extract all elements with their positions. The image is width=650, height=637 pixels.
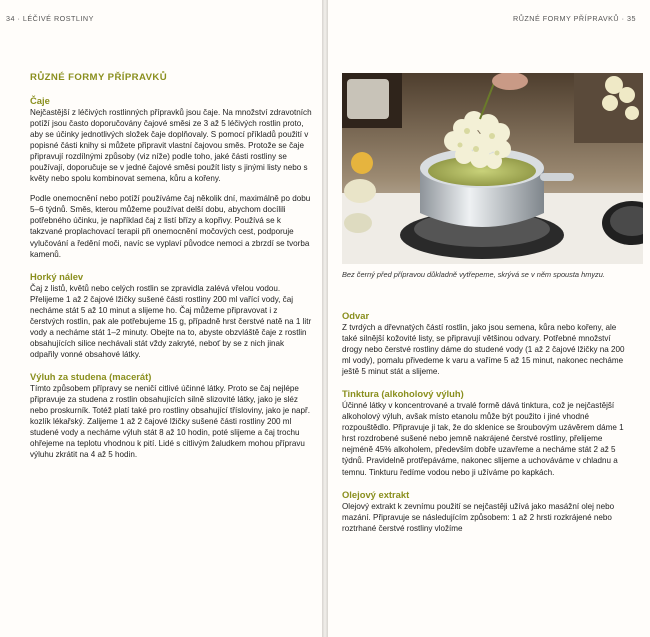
heading-vyluh-za-studena: Výluh za studena (macerát) [30,370,152,382]
section-title: RŮZNÉ FORMY PŘÍPRAVKŮ [30,72,168,83]
running-head-left: 34 · LÉČIVÉ ROSTLINY [6,14,94,23]
paragraph-olejovy-extrakt: Olejový extrakt k zevnímu použití se nejčastěji užívá jako masážní olej nebo mazání. Připravuje se následujícím způsobem: 1 až 2 hrsti rozkrájené nebo roztrhané čerstvé rostliny vložíme [342,501,615,533]
paragraph-odvar: Z tvrdých a dřevnatých částí rostlin, jako jsou semena, kůra nebo kořeny, ale také silnější kožovité listy, se připravují většinou odvary. Potřebné množství drogy nebo čerstvé rostliny dáme do studené vody (1 až 2 čajové lžičky na 200 ml vody), pomalu přivedeme k varu a vaříme 5 až 15 minut, nakonec necháme ještě 5 minut stát a slijeme. [342,323,625,377]
paragraph-vyluh-za-studena: Tímto způsobem přípravy se neničí citlivé účinné látky. Proto se čaj nejlépe připravuje za studena z rostlin obsahujících silně slizovité látky, jako je sléz nebo proskurník. Totéž platí také pro rostliny obsahující třísloviny, jako je např. kozlík lékařský. Zalijeme 1 až 2 čajové lžičky sušené části rostliny 200 ml studené vody a necháme výluh stát 8 až 10 hodin, poté slijeme a čaj trochu ohřejeme na teplotu vhodnou k pití. Lidé s citlivým žaludkem mohou přípravu výluhu zkrátit na 4 až 5 hodin. [30,383,310,460]
photo-caption: Bez černý před přípravou důkladně vytřepeme, skrývá se v něm spousta hmyzu. [342,270,605,279]
elderflower-pot-photo [342,73,643,264]
paragraph-horky-nalev: Čaj z listů, květů nebo celých rostlin se zpravidla zalévá vřelou vodou. Přelijeme 1 až 2 čajové lžičky sušené části rostliny 200 ml vařící vody, čaj necháme stát 5 až 10 minut a slijeme ho. Čaj můžeme připravovat i z čerstvých rostlin, pak ale potřebujeme 15 g, případně hrst čerstvé natě na 1 litr vody a necháme stát 1–2 minuty. Obejte na to, abyste obzvláště čaje z rostlin obsahujících silice nechávali stát vždy zakryté, neboť by se z nich jinak odpařily vonné obsahové látky. [30,283,312,359]
heading-tinktura: Tinktura (alkoholový výluh) [342,388,464,400]
running-head-right: RŮZNÉ FORMY PŘÍPRAVKŮ · 35 [513,14,636,23]
right-column [342,310,632,534]
heading-horky-nalev: Horký nálev [30,270,84,282]
paragraph-caje-2: Podle onemocnění nebo potíží používáme čaj několik dní, maximálně po dobu 5–6 týdnů. Směs, kterou můžeme používat delší dobu, abychom docílili potřebného účinku, je například čaj z listí břízy a kopřivy. Používá se k takzvané proplachovací terapii při onemocnění močových cest, podporuje vylučování a ředění moči, navíc se vyplaví původce nemoci a zbrzdí se tvorba kamenů. [30,194,311,259]
heading-olejovy-extrakt: Olejový extrakt [342,488,410,500]
left-column [30,95,312,460]
heading-odvar: Odvar [342,310,370,321]
heading-caje: Čaje [30,95,50,106]
paragraph-caje-1: Nejčastější z léčivých rostlinných přípravků jsou čaje. Na množství zdravotních potíží jsou často doporučovány čajové směsi ze 3 až 5 léčivých rostlin proto, aby se účinky jednotlivých složek čaje doplňovaly. S pomocí příkladů použití v popisné části knihy si můžete připravit vlastní čajovou směs. Protože se čaje připravují rozdílnými způsoby (viz níže) podle toho, jaké části rostliny se používají, doporučuje se v jedné čajové směsi použít listy s jinými listy nebo s květy nebo spolu kombinovat semena, kůru a kořeny. [30,108,312,184]
left-page [0,0,322,637]
right-page [328,0,650,637]
paragraph-tinktura: Účinné látky v koncentrované a trvalé formě dává tinktura, což je nejčastější alkoholový výluh, avšak místo etanolu může být použito i jiné vhodné rozpouštědlo. Připravuje ji tak, že do sklenice se šroubovým uzávěrem dáme 1 hrst rozdrobené sušené nebo jemně nakrájené čerstvé rostliny, přelijeme nejméně 45% alkoholem, především dobře uzavřeme a necháme stát 2 až 5 týdnů. Pravidelně protřepáváme, nakonec slijeme a uchováváme v chladnu a temnu. Tinkturu ředíme vodou nebo ji užíváme po kapkách. [342,401,624,477]
